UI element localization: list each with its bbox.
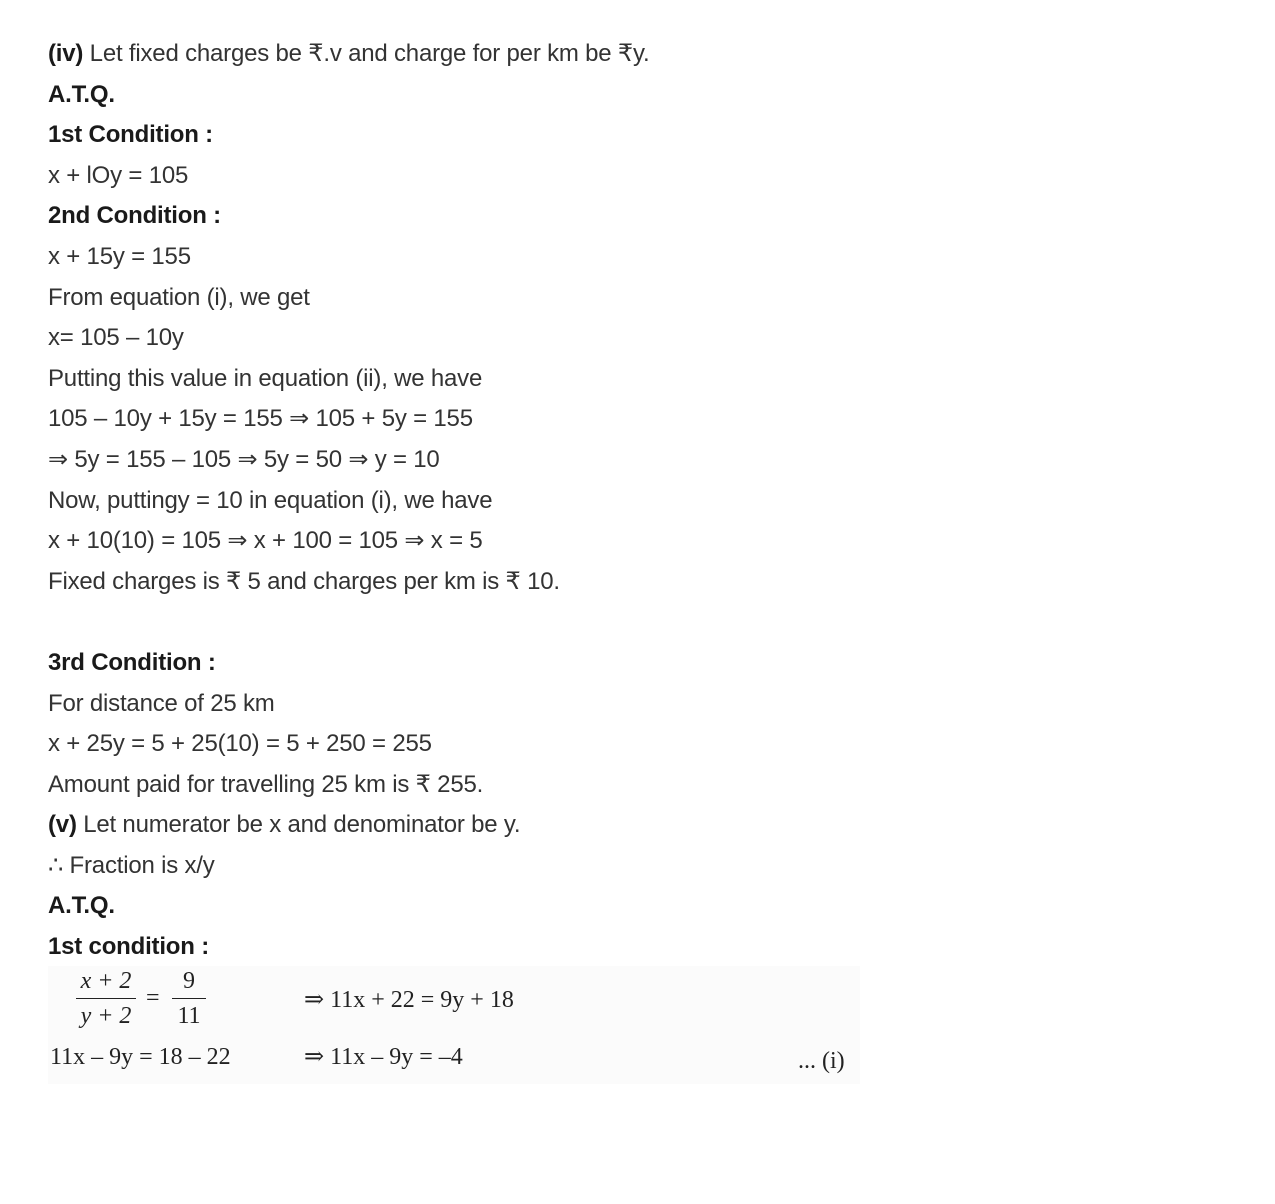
fraction-left-denominator: y + 2 bbox=[80, 1003, 132, 1029]
fraction-bar bbox=[76, 998, 136, 999]
line-text: x= 105 – 10y bbox=[48, 324, 184, 352]
equation-row2-left: 11x – 9y = 18 – 22 bbox=[50, 1044, 231, 1070]
fraction-right bbox=[172, 966, 206, 1031]
line-bold-label: A.T.Q. bbox=[48, 80, 115, 108]
text-line bbox=[48, 927, 1228, 968]
line-text: For distance of 25 km bbox=[48, 689, 275, 717]
text-line bbox=[48, 196, 1228, 237]
text-line bbox=[48, 115, 1228, 156]
line-bold-label: (iv) bbox=[48, 40, 84, 67]
text-line bbox=[48, 278, 1228, 319]
line-bold-label: 1st Condition : bbox=[48, 121, 213, 149]
text-line bbox=[48, 521, 1228, 562]
line-bold-label: A.T.Q. bbox=[48, 892, 115, 920]
line-text: Let numerator be x and denominator be y. bbox=[76, 811, 521, 839]
line-text: Let fixed charges be ₹.v and charge for per km be ₹y. bbox=[83, 40, 650, 67]
equation-row1-right: ⇒ 11x + 22 = 9y + 18 bbox=[304, 987, 514, 1013]
line-bold-label: (v) bbox=[48, 811, 77, 839]
text-line bbox=[48, 318, 1228, 359]
fraction-left bbox=[76, 966, 136, 1031]
text-line bbox=[48, 724, 1228, 765]
text-line bbox=[48, 359, 1228, 400]
equals-sign: = bbox=[146, 985, 160, 1011]
text-line bbox=[48, 237, 1228, 278]
line-text: From equation (i), we get bbox=[48, 283, 310, 311]
text-line bbox=[48, 440, 1228, 481]
text-line bbox=[48, 805, 1228, 846]
equation-row2-right: ⇒ 11x – 9y = –4 bbox=[304, 1044, 463, 1070]
line-text: x + 10(10) = 105 ⇒ x + 100 = 105 ⇒ x = 5 bbox=[48, 527, 483, 555]
text-line bbox=[48, 562, 1228, 603]
fraction-left-numerator: x + 2 bbox=[80, 968, 132, 994]
line-text: ⇒ 5y = 155 – 105 ⇒ 5y = 50 ⇒ y = 10 bbox=[48, 445, 440, 473]
line-text: Now, puttingy = 10 in equation (i), we have bbox=[48, 486, 493, 514]
solution-text bbox=[48, 34, 1228, 968]
fraction-right-numerator: 9 bbox=[183, 968, 195, 994]
line-bold-label: 3rd Condition : bbox=[48, 648, 216, 676]
line-text: Fixed charges is ₹ 5 and charges per km is ₹ 10. bbox=[48, 567, 560, 595]
equation-tag: ... (i) bbox=[798, 1048, 845, 1074]
line-bold-label: 1st condition : bbox=[48, 933, 209, 961]
text-line bbox=[48, 156, 1228, 197]
fraction-right-denominator: 11 bbox=[177, 1003, 201, 1029]
line-bold-label: 2nd Condition : bbox=[48, 202, 221, 230]
text-line bbox=[48, 846, 1228, 887]
line-text: 105 – 10y + 15y = 155 ⇒ 105 + 5y = 155 bbox=[48, 405, 473, 433]
line-text: Amount paid for travelling 25 km is ₹ 255. bbox=[48, 770, 484, 798]
text-line bbox=[48, 684, 1228, 725]
line-text: x + lOy = 105 bbox=[48, 161, 189, 189]
text-line bbox=[48, 765, 1228, 806]
text-line bbox=[48, 481, 1228, 522]
text-line bbox=[48, 34, 1228, 75]
text-line bbox=[48, 602, 1228, 643]
text-line bbox=[48, 643, 1228, 684]
line-text: Putting this value in equation (ii), we have bbox=[48, 364, 483, 392]
text-line bbox=[48, 886, 1228, 927]
line-text: ∴ Fraction is x/y bbox=[48, 851, 215, 879]
line-text: x + 25y = 5 + 25(10) = 5 + 250 = 255 bbox=[48, 730, 432, 758]
equation-image bbox=[48, 966, 860, 1084]
fraction-bar bbox=[172, 998, 206, 999]
text-line bbox=[48, 399, 1228, 440]
line-text: x + 15y = 155 bbox=[48, 242, 191, 270]
text-line bbox=[48, 75, 1228, 116]
